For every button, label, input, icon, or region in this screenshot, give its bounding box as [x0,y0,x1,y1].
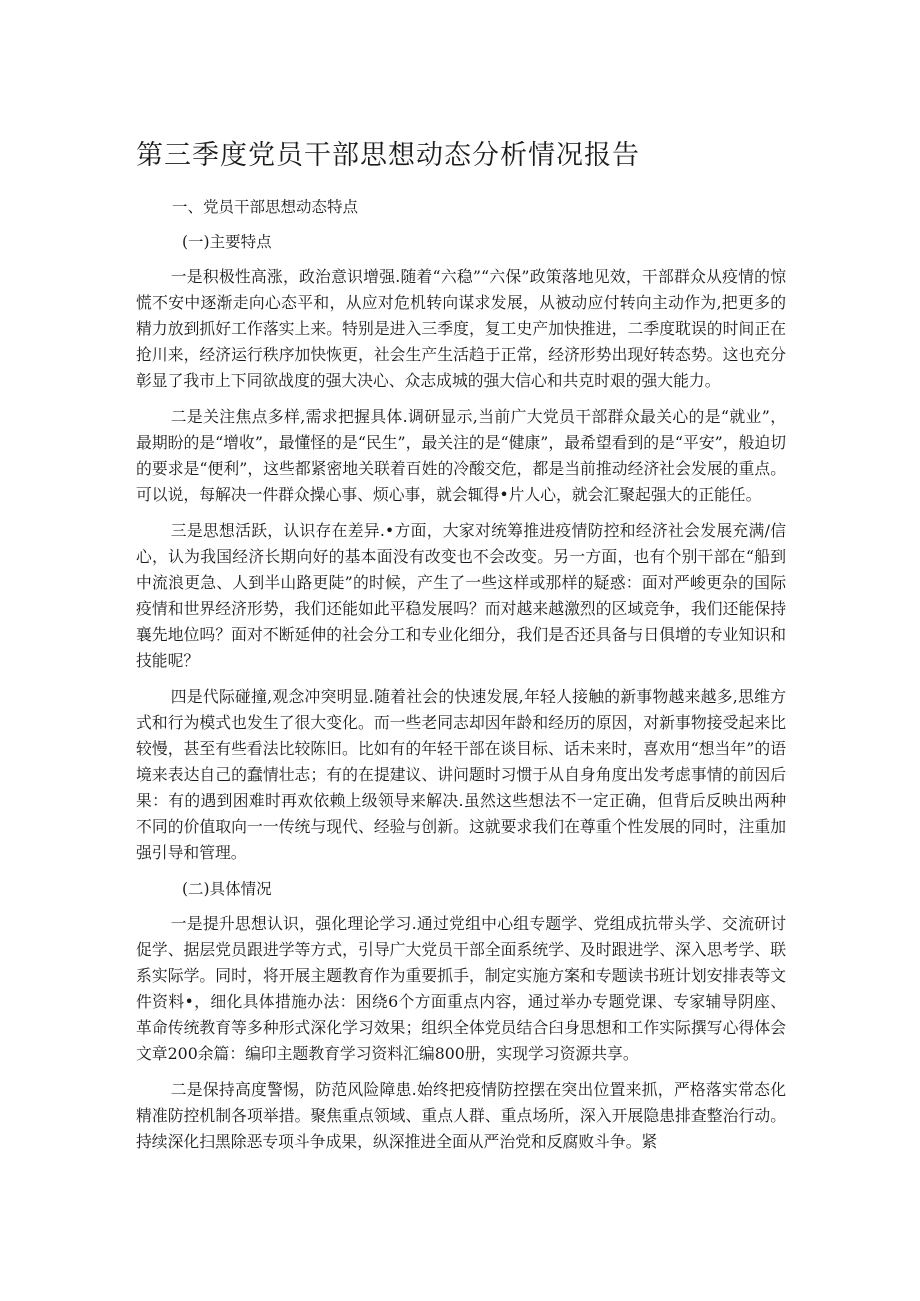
body-paragraph: 一是提升思想认识，强化理论学习.通过党组中心组专题学、党组成抗带头学、交流研讨促学、据层党员跟进学等方式，引导广大党员干部全面系统学、及时跟进学、深入思考学、联系实际学。同时，将开展主题教育作为重要抓手，制定实施方案和专题读书班计划安排表等文件资料•，细化具体措施办法：困绕6个方面重点内容，通过举办专题党课、专家辅导阴座、革命传统教育等多种形式深化学习效果；组织全体党员结合臼身思想和工作实际撰写心得体会文章200余篇：编印主题教育学习资料汇编800册，实现学习资源共享。 [136,914,786,1063]
body-paragraph: 二是关注焦点多样,需求把握具体.调研显示,当前广大党员干部群众最关心的是“就业”，最期盼的是“增收”，最懂怪的是“民生”，最关注的是“健康”，最希望看到的是“平安”，般迫切的要求是“便利”，这些都紧密地关联着百姓的冷酸交危，都是当前推动经济社会发展的重点。可以说，每解决一件群众操心事、烦心事，就会辄得•片人心，就会汇聚起强大的正能任。 [136,407,786,504]
subsection-heading-main-features: (一)主要特点 [182,233,272,251]
body-paragraph: 二是保持高度警惕，防范风险障患.始终把疫情防控摆在突出位置来抓，严格落实常态化精准防控机制各项举措。聚焦重点领域、重点人群、重点场所，深入开展隐患排查整治行动。持续深化扫黑除恶专项斗争成果，纵深推进全面从严治党和反腐败斗争。紧 [136,1080,786,1151]
section-heading-1: 一、党员干部思想动态特点 [172,198,359,216]
document-page [136,136,786,1165]
document-title: 第三季度党员干部思想动态分析情况报告 [136,140,640,171]
body-paragraph: 四是代际碰撞,观念冲突明显.随着社会的快速发展,年轻人接触的新事物越来越多,思维方式和行为模式也发生了很大变化。而一些老同志却因年龄和经历的原因，对新事物接受起来比较慢，甚至有些看法比较陈旧。比如有的年轻干部在谈目标、话未来时，喜欢用“想当年”的语境来表达自己的蠢情壮志；有的在提建议、讲问题时习惯于从自身角度出发考虑事情的前因后果：有的遇到困难时再欢依赖上级领导来解决.虽然这些想法不一定正确，但背后反映出两种不同的价值取向一一传统与现代、经验与创新。这就要求我们在尊重个性发展的同时，注重加强引导和管理。 [136,687,786,862]
body-paragraph: 三是思想活跃，认识存在差异.•方面，大家对统筹推进疫情防控和经济社会发展充满/信心，认为我国经济长期向好的基本面没有改变也不会改变。另一方面，也有个别干部在“船到中流浪更急、人到半山路更陡”的时候，产生了一些这样或那样的疑惑：面对严峻更杂的国际疫情和世界经济形势，我们还能如此平稳发展吗？而对越来越激烈的区域竞争，我们还能保持襄先地位吗？面对不断延伸的社会分工和专业化细分，我们是否还具备与日俱增的专业知识和技能呢？ [136,521,786,670]
body-paragraph: 一是积极性高涨，政治意识增强.随着“六稳”“六保”政策落地见效，干部群众从疫情的惊慌不安中逐渐走向心态平和，从应对危机转向谋求发展，从被动应付转向主动作为,把更多的精力放到抓好工作落实上来。特别是进入三季度，复工史产加快推进，二季度耽误的时间正在抢川来，经济运行秩序加快恢更，社会生产生活趋于正常，经济形势出现好转态势。这也充分彰显了我市上下同欲战度的强大决心、众志成城的强大信心和共克时艰的强大能力。 [136,267,786,390]
subsection-heading-specific-situation: (二)具体情况 [182,880,272,898]
